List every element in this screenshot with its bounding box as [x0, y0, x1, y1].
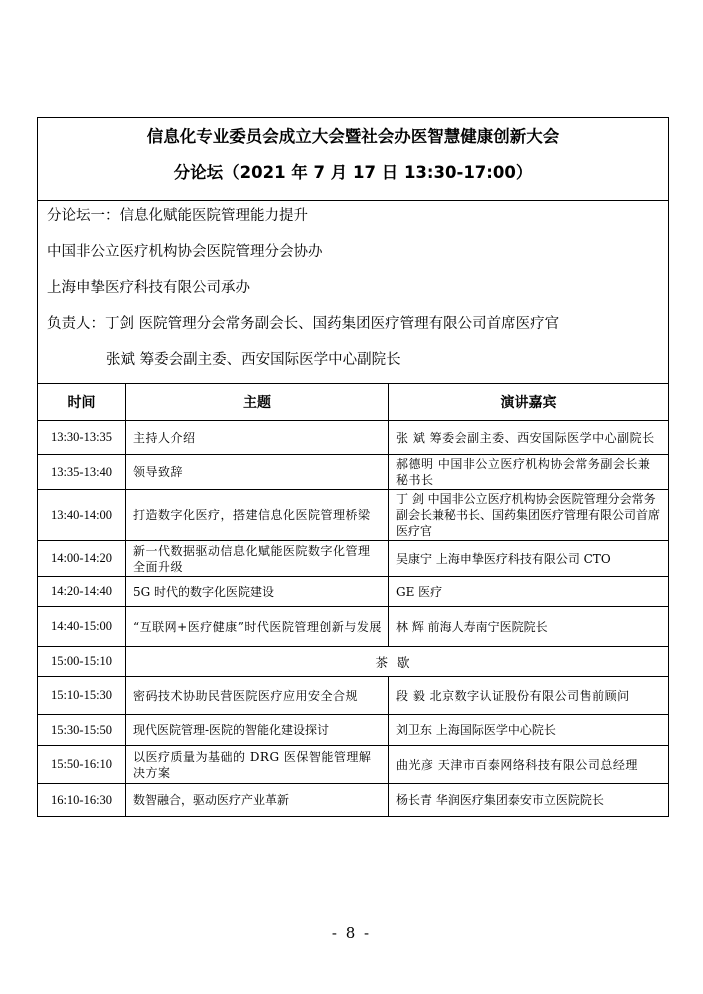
- speaker-text: 吴康宁 上海申挚医疗科技有限公司 CTO: [396, 551, 611, 566]
- speaker-text: 段 毅 北京数字认证股份有限公司售前顾问: [396, 688, 630, 703]
- speaker-text: 曲光彦 天津市百泰网络科技有限公司总经理: [396, 757, 638, 772]
- table-row: [38, 677, 668, 715]
- header-time: 时间: [38, 384, 126, 421]
- table-row-break: [38, 647, 668, 677]
- topic-text: 新一代数据驱动信息化赋能医院数字化管理全面升级: [133, 543, 371, 574]
- topic-text: “互联网+医疗健康”时代医院管理创新与发展: [133, 619, 382, 634]
- speaker-cell: [389, 746, 669, 784]
- speaker-text: GE 医疗: [396, 584, 443, 599]
- topic-cell: [126, 541, 389, 577]
- speaker-text: 丁 剑 中国非公立医疗机构协会医院管理分会常务副会长兼秘书长、国药集团医疗管理有限公司首席医疗官: [396, 492, 661, 538]
- table-row: [38, 455, 668, 490]
- responsible-person-2: 张斌 筹委会副主委、西安国际医学中心副院长: [106, 352, 401, 368]
- time-cell: 15:00-15:10: [38, 647, 126, 677]
- responsible-person-1: 负责人：丁剑 医院管理分会常务副会长、国药集团医疗管理有限公司首席医疗官: [47, 316, 560, 332]
- speaker-cell: [389, 421, 669, 455]
- organizer: 上海申挚医疗科技有限公司承办: [47, 280, 250, 296]
- speaker-text: 张 斌 筹委会副主委、西安国际医学中心副院长: [396, 430, 655, 445]
- topic-text: 5G 时代的数字化医院建设: [133, 584, 275, 599]
- info-block: [38, 201, 668, 384]
- speaker-text: 郝德明 中国非公立医疗机构协会常务副会长兼秘书长: [396, 457, 651, 487]
- topic-text: 密码技术协助民营医院医疗应用安全合规: [133, 688, 359, 703]
- program-frame: [37, 117, 669, 817]
- speaker-cell: [389, 715, 669, 746]
- time-cell: 13:30-13:35: [38, 421, 126, 455]
- table-row: [38, 490, 668, 541]
- forum-name: 分论坛一：信息化赋能医院管理能力提升: [47, 208, 308, 224]
- time-cell: 15:10-15:30: [38, 677, 126, 715]
- header-topic: 主题: [126, 384, 389, 421]
- speaker-text: 刘卫东 上海国际医学中心院长: [396, 723, 556, 737]
- topic-cell: [126, 746, 389, 784]
- title-block: [38, 118, 668, 201]
- time-cell: 13:35-13:40: [38, 455, 126, 490]
- topic-cell: [126, 421, 389, 455]
- topic-cell: [126, 577, 389, 607]
- page-number: - 8 -: [331, 924, 372, 942]
- title-line-1: 信息化专业委员会成立大会暨社会办医智慧健康创新大会: [146, 127, 560, 146]
- topic-text: 数智融合，驱动医疗产业革新: [133, 793, 290, 807]
- topic-text: 以医疗质量为基础的 DRG 医保智能管理解决方案: [133, 749, 372, 780]
- time-cell: 16:10-16:30: [38, 784, 126, 817]
- table-row: [38, 541, 668, 577]
- tea-break-cell: 茶歇: [126, 647, 669, 677]
- time-cell: 14:00-14:20: [38, 541, 126, 577]
- speaker-cell: [389, 455, 669, 490]
- speaker-cell: [389, 677, 669, 715]
- topic-text: 领导致辞: [133, 465, 184, 479]
- topic-cell: [126, 455, 389, 490]
- speaker-text: 林 辉 前海人寿南宁医院院长: [396, 619, 548, 634]
- topic-cell: [126, 784, 389, 817]
- time-cell: 15:30-15:50: [38, 715, 126, 746]
- co-organizer: 中国非公立医疗机构协会医院管理分会协办: [47, 244, 323, 260]
- topic-text: 现代医院管理-医院的智能化建设探讨: [133, 723, 330, 737]
- speaker-text: 杨长青 华润医疗集团泰安市立医院院长: [396, 793, 604, 807]
- topic-text: 打造数字化医疗，搭建信息化医院管理桥梁: [133, 508, 371, 522]
- time-cell: 14:20-14:40: [38, 577, 126, 607]
- table-row: [38, 607, 668, 647]
- table-row: [38, 784, 668, 817]
- topic-text: 主持人介绍: [133, 430, 196, 445]
- topic-cell: [126, 677, 389, 715]
- table-header-row: [38, 384, 668, 421]
- speaker-cell: [389, 607, 669, 647]
- topic-cell: [126, 607, 389, 647]
- table-row: [38, 421, 668, 455]
- time-cell: 14:40-15:00: [38, 607, 126, 647]
- time-cell: 15:50-16:10: [38, 746, 126, 784]
- speaker-cell: [389, 577, 669, 607]
- table-row: [38, 577, 668, 607]
- speaker-cell: [389, 784, 669, 817]
- table-row: [38, 746, 668, 784]
- title-line-2: 分论坛（2021 年 7 月 17 日 13:30-17:00）: [173, 163, 533, 182]
- header-speaker: 演讲嘉宾: [389, 384, 669, 421]
- speaker-cell: [389, 490, 669, 541]
- schedule-table: [38, 384, 668, 817]
- topic-cell: [126, 490, 389, 541]
- table-row: [38, 715, 668, 746]
- speaker-cell: [389, 541, 669, 577]
- time-cell: 13:40-14:00: [38, 490, 126, 541]
- topic-cell: [126, 715, 389, 746]
